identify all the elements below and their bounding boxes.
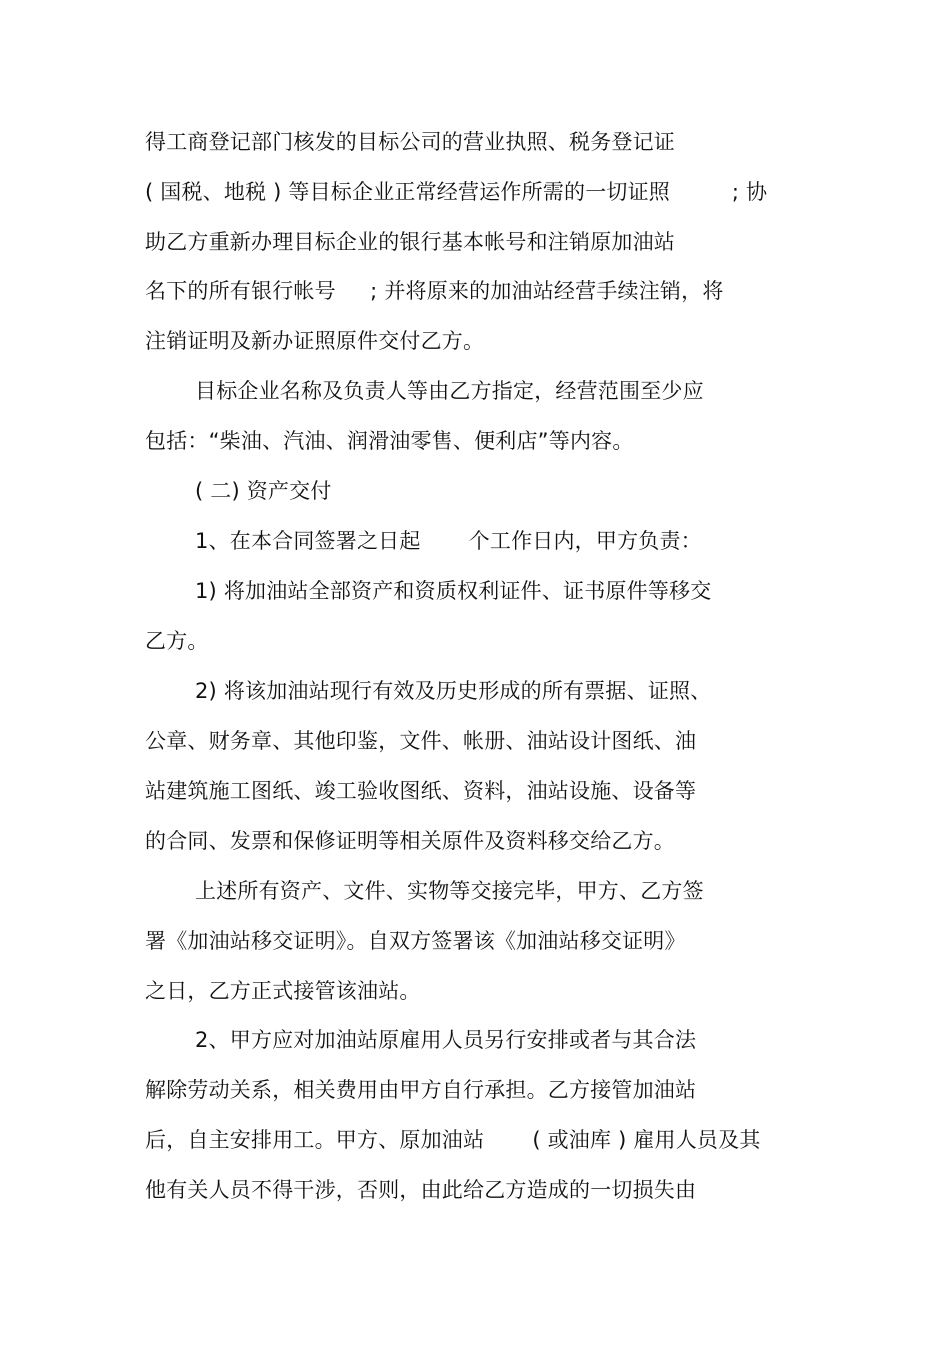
- text-line: 目标企业名称及负责人等由乙方指定，经营范围至少应: [195, 379, 704, 403]
- text-line: 名下的所有银行帐号 ; 并将原来的加油站经营手续注销，将: [145, 279, 724, 303]
- text-line: 公章、财务章、其他印鉴，文件、帐册、油站设计图纸、油: [145, 729, 697, 753]
- text-line: 包括：“柴油、汽油、润滑油零售、便利店”等内容。: [145, 429, 634, 453]
- text-line: 得工商登记部门核发的目标公司的营业执照、税务登记证: [145, 130, 675, 154]
- text-line: 的合同、发票和保修证明等相关原件及资料移交给乙方。: [145, 829, 675, 853]
- text-line: 乙方。: [145, 629, 209, 653]
- text-line: 之日，乙方正式接管该油站。: [145, 979, 421, 1003]
- text-line: 2) 将该加油站现行有效及历史形成的所有票据、证照、: [195, 679, 712, 703]
- text-line: 1、在本合同签署之日起 个工作日内，甲方负责：: [195, 529, 702, 553]
- text-line: 2、甲方应对加油站原雇用人员另行安排或者与其合法: [195, 1028, 697, 1052]
- text-line: 站建筑施工图纸、竣工验收图纸、资料，油站设施、设备等: [145, 779, 697, 803]
- text-line: 助乙方重新办理目标企业的银行基本帐号和注销原加油站: [145, 230, 675, 254]
- section-heading: ( 二) 资产交付: [195, 479, 332, 503]
- text-line: 后，自主安排用工。甲方、原加油站 ( 或油库 ) 雇用人员及其: [145, 1128, 761, 1152]
- text-line: 1) 将加油站全部资产和资质权利证件、证书原件等移交: [195, 579, 712, 603]
- text-line: 上述所有资产、文件、实物等交接完毕，甲方、乙方签: [195, 879, 704, 903]
- text-line: 他有关人员不得干涉，否则，由此给乙方造成的一切损失由: [145, 1178, 697, 1202]
- text-line: 解除劳动关系，相关费用由甲方自行承担。乙方接管加油站: [145, 1078, 697, 1102]
- text-line: 注销证明及新办证照原件交付乙方。: [145, 329, 485, 353]
- text-line: ( 国税、地税 ) 等目标企业正常经营运作所需的一切证照 ; 协: [145, 180, 768, 204]
- text-line: 署《加油站移交证明》。自双方签署该《加油站移交证明》: [145, 929, 686, 953]
